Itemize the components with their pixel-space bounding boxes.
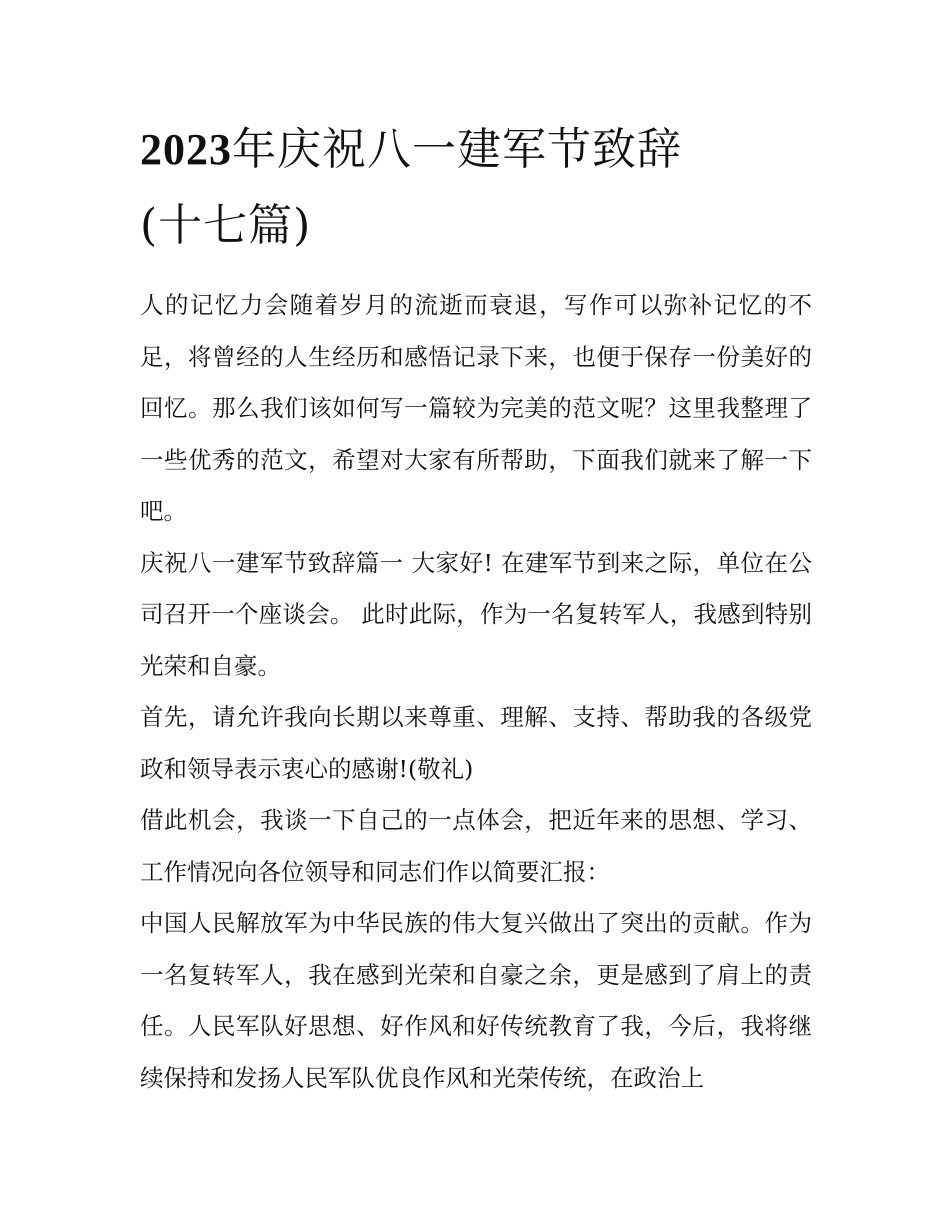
paragraph-report: 借此机会，我谈一下自己的一点体会，把近年来的思想、学习、工作情况向各位领导和同志们作以简要汇报：	[140, 806, 812, 886]
title-line-2: (十七篇)	[140, 200, 312, 251]
document-title	[140, 112, 812, 264]
paragraph-greeting: 庆祝八一建军节致辞篇一 大家好! 在建军节到来之际，单位在公司召开一个座谈会。 此时此际，作为一名复转军人，我感到特别光荣和自豪。	[140, 548, 812, 680]
paragraph-intro: 人的记忆力会随着岁月的流逝而衰退，写作可以弥补记忆的不足，将曾经的人生经历和感悟记录下来，也便于保存一份美好的回忆。那么我们该如何写一篇较为完美的范文呢？这里我整理了一些优秀的范文，希望对大家有所帮助，下面我们就来了解一下吧。	[140, 291, 812, 525]
document-content	[140, 112, 812, 1104]
title-main: 年庆祝八一建军节致辞	[232, 124, 682, 175]
document-body	[140, 280, 812, 1104]
paragraph-thanks: 首先，请允许我向长期以来尊重、理解、支持、帮助我的各级党政和领导表示衷心的感谢!(敬礼)	[140, 703, 812, 783]
title-line-1	[140, 112, 812, 188]
title-year: 2023	[140, 125, 232, 174]
paragraph-contribution: 中国人民解放军为中华民族的伟大复兴做出了突出的贡献。作为一名复转军人，我在感到光荣和自豪之余，更是感到了肩上的责任。人民军队好思想、好作风和好传统教育了我，今后，我将继续保持和发扬人民军队优良作风和光荣传统，在政治上	[140, 909, 812, 1092]
